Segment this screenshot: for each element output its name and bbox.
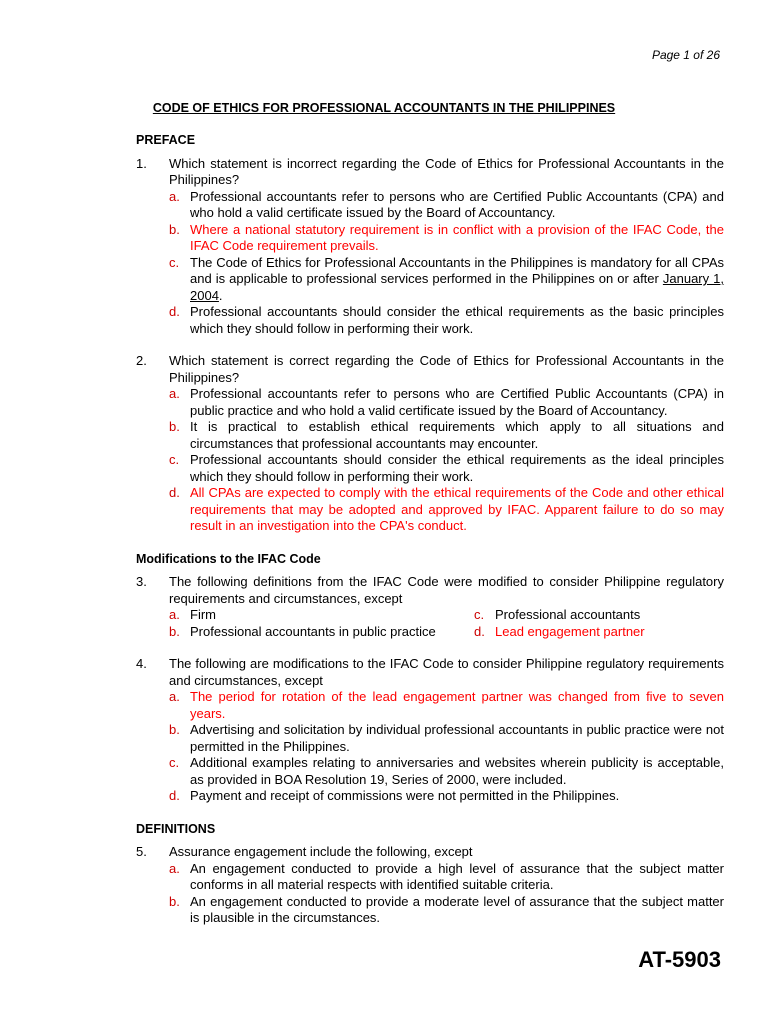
question-3-options: [169, 607, 724, 640]
option-letter: c.: [169, 254, 180, 270]
section-heading-definitions: DEFINITIONS: [136, 821, 216, 836]
option-letter: a.: [169, 386, 180, 401]
question-4: [136, 656, 724, 689]
question-number: 2.: [136, 353, 147, 368]
option-text: Professional accountants: [495, 607, 641, 622]
question-1: [136, 156, 724, 189]
option-a: [169, 607, 474, 624]
question-stem: Assurance engagement include the following, except: [169, 844, 473, 859]
option-text: Payment and receipt of commissions were not permitted in the Philippines.: [190, 788, 620, 803]
option-letter: c.: [169, 755, 180, 770]
option-d-answer: [474, 624, 724, 641]
question-1-options: [169, 189, 724, 338]
question-4-options: [169, 689, 724, 805]
option-letter: b.: [169, 419, 180, 434]
section-heading-modifications: Modifications to the IFAC Code: [136, 551, 321, 566]
option-letter: b.: [169, 623, 180, 639]
option-letter: d.: [169, 304, 180, 319]
question-number: 5.: [136, 844, 147, 859]
option-b: [169, 624, 474, 641]
option-letter: d.: [169, 788, 180, 803]
question-stem: Which statement is incorrect regarding the Code of Ethics for Professional Accountants in the Philippines?: [169, 155, 724, 187]
question-2: [136, 353, 724, 386]
option-text-part: .: [218, 287, 223, 303]
option-text: Professional accountants should consider the ethical requirements as the ideal principles which they should follow in performing their work.: [190, 452, 724, 484]
option-text: The period for rotation of the lead engagement partner was changed from five to seven years.: [190, 689, 724, 721]
question-stem: The following definitions from the IFAC Code were modified to consider Philippine regulatory requirements and circumstances, except: [169, 574, 724, 606]
option-d: [169, 788, 724, 805]
option-letter: b.: [169, 893, 180, 909]
question-number: 1.: [136, 155, 147, 171]
page-number: Page 1 of 26: [651, 48, 720, 62]
document-body: [136, 132, 724, 927]
option-text: Firm: [190, 607, 216, 622]
question-2-options: [169, 386, 724, 535]
option-text: An engagement conducted to provide a high level of assurance that the subject matter conforms in all material respects with identified suitable criteria.: [190, 860, 724, 892]
option-letter: a.: [169, 188, 180, 204]
option-text: Professional accountants refer to persons who are Certified Public Accountants (CPA) and who hold a valid certificate issued by the Board of Accountancy.: [190, 188, 724, 220]
option-b: [169, 894, 724, 927]
option-d-answer: [169, 485, 724, 535]
option-b: [169, 419, 724, 452]
option-text: All CPAs are expected to comply with the ethical requirements of the Code and other ethical requirements that may be adopted and approved by IFAC. Apparent failure to do so may result in an investigation into the CPA's conduct.: [190, 485, 724, 533]
question-5-options: [169, 861, 724, 927]
option-text: Lead engagement partner: [495, 623, 645, 639]
option-a-answer: [169, 689, 724, 722]
option-c: [474, 607, 724, 624]
option-letter: d.: [474, 623, 485, 639]
option-text: Professional accountants refer to persons who are Certified Public Accountants (CPA) in public practice and who hold a valid certificate issued by the Board of Accountancy.: [190, 386, 724, 418]
option-c: [169, 452, 724, 485]
option-letter: b.: [169, 722, 180, 737]
option-d: [169, 304, 724, 337]
option-letter: a.: [169, 689, 180, 704]
question-stem: The following are modifications to the IFAC Code to consider Philippine regulatory requirements and circumstances, except: [169, 656, 724, 688]
option-letter: c.: [474, 607, 485, 622]
option-letter: c.: [169, 452, 180, 467]
option-letter: b.: [169, 221, 180, 237]
option-text: [190, 255, 724, 305]
option-letter: a.: [169, 860, 180, 876]
option-b-answer: [169, 222, 724, 255]
option-text: Professional accountants should consider the ethical requirements as the basic principles which they should follow in performing their work.: [190, 304, 724, 336]
option-c: [169, 755, 724, 788]
option-c: [169, 255, 724, 305]
option-a: [169, 861, 724, 894]
option-b: [169, 722, 724, 755]
question-5: [136, 844, 724, 861]
option-text: It is practical to establish ethical requirements which apply to all situations and circumstances that professional accountants may encounter.: [190, 419, 724, 451]
option-a: [169, 386, 724, 419]
option-text: Where a national statutory requirement is in conflict with a provision of the IFAC Code, the IFAC Code requirement prevails.: [190, 221, 724, 253]
option-text: Professional accountants in public practice: [190, 623, 436, 639]
section-heading-preface: PREFACE: [136, 133, 196, 147]
question-number: 4.: [136, 656, 147, 671]
effective-date: January 1, 2004: [190, 271, 725, 303]
option-letter: d.: [169, 485, 180, 500]
question-3: [136, 574, 724, 607]
question-stem: Which statement is correct regarding the Code of Ethics for Professional Accountants in the Philippines?: [169, 353, 724, 385]
document-code: AT-5903: [638, 947, 721, 972]
option-text-part: The Code of Ethics for Professional Accountants in the Philippines is mandatory for all CPAs and is applicable to professional services performed in the Philippines on or after: [190, 254, 724, 286]
option-a: [169, 189, 724, 222]
option-text: An engagement conducted to provide a moderate level of assurance that the subject matter is plausible in the circumstances.: [190, 893, 724, 925]
question-number: 3.: [136, 574, 147, 589]
document-title: CODE OF ETHICS FOR PROFESSIONAL ACCOUNTANTS IN THE PHILIPPINES: [152, 101, 616, 115]
option-text: Advertising and solicitation by individual professional accountants in public practice were not permitted in the Philippines.: [190, 722, 724, 754]
option-letter: a.: [169, 607, 180, 622]
option-text: Additional examples relating to anniversaries and websites wherein publicity is acceptable, as provided in BOA Resolution 19, Series of 2000, were included.: [190, 755, 724, 787]
